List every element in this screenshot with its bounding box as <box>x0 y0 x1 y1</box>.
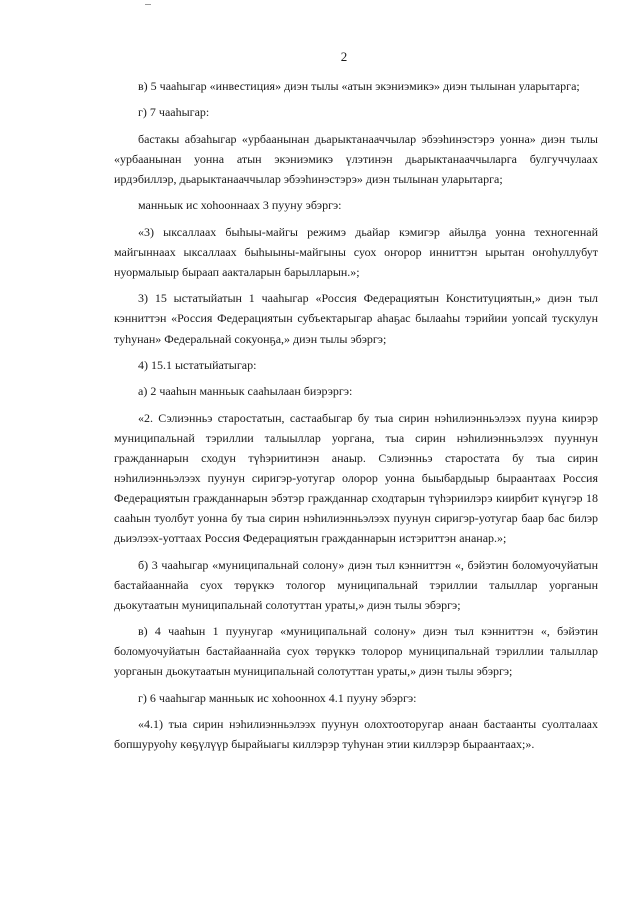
paragraph-10: б) 3 чааһыгар «муниципальнай солону» диэн тыл кэнниттэн «, бэйэтин боломуочуйатын бастайааннайа суох төрүккэ тологор муниципальнай тэриллии талыллар уорганын дьокутаатын муниципальнай солотуттан ураты,» диэн тылы эбэргэ; <box>114 557 598 612</box>
paragraph-4: манньык ис хоһооннаах 3 пууну эбэргэ: <box>138 198 342 213</box>
paragraph-9: «2. Сэлиэнньэ старостатын, састаабыгар бу тыа сирин нэһилиэнньэлээх пууна киирэр муниципальнай тэриллии талыыллар уоргана, тыа сирин нэһилиэнньэлээх пууннун гражданнарын сходун түһэриитинэн анаыр. Сэлиэнньэ старостата бу тыа сирин нэһилиэнньэлээх пуунун сиригэр-уотугар олорор уонна быыбардыыр быраантаах Россия Федерациятын гражданнарын эбэтэр гражданнар сходтарын түһэриилэрэ киирбит күнүгэр 18 сааһын туолбут уонна бу тыа сирин нэһилиэнньэлээх пуунун сиригэр-уотугар баар бас билэр дьиэлээх-уоттаах Россия Федерациятын гражданнарын истэриттэн ананар.»; <box>114 410 598 546</box>
paragraph-5: «3) ыксаллаах быһыы-майгы режимэ дьайар кэмигэр айылҕа уонна техногеннай майгыннаах ыксаллаах быһыыны-майгыны суох оҥорор инниттэн ырытан оҥоһуллубут нуормалыыр быраап аакталарын барылларын.»; <box>114 224 598 279</box>
document-body <box>114 76 598 761</box>
page-number: 2 <box>340 49 348 64</box>
paragraph-12: г) 6 чааһыгар манньык ис хоһооннох 4.1 пууну эбэргэ: <box>138 690 417 705</box>
paragraph-8: а) 2 чааһын манньык сааһылаан биэрэргэ: <box>138 384 353 399</box>
paragraph-2: г) 7 чааһыгар: <box>138 105 210 120</box>
paragraph-7: 4) 15.1 ыстатыйатыгар: <box>138 357 257 372</box>
paragraph-1: в) 5 чааһыгар «инвестиция» диэн тылы «атын экэниэмикэ» диэн тылынан уларытарга; <box>138 79 580 93</box>
scan-mark <box>145 4 151 5</box>
paragraph-3: бастакы абзаһыгар «урбаанынан дьарыктанааччылар эбээһинэстэрэ уонна» диэн тылы «урбаанынан уонна атын экэниэмикэ үлэтинэн дьарыктанааччыларга булгуччулаах ирдэбиллэр, дьарыктанааччылар эбээһинэстэрэ» диэн тылынан уларытарга; <box>114 131 598 186</box>
paragraph-11: в) 4 чааһын 1 пуунугар «муниципальнай солону» диэн тыл кэнниттэн «, бэйэтин боломуочуйатын бастайааннайа суох төрүккэ толорор муниципальнай тэриллии талыллар уорганын дьокутаатын муниципальнай солотуттан ураты,» диэн тылы эбэргэ; <box>114 624 598 679</box>
paragraph-6: 3) 15 ыстатыйатын 1 чааһыгар «Россия Федерациятын Конституциятын,» диэн тыл кэнниттэн «Россия Федерациятын субъектарыгар аһаҕас былааһы тэрийии уопсай тускулун туһунан» Федеральнай сокуонҕа,» диэн тылы эбэргэ; <box>114 291 598 346</box>
paragraph-13: «4.1) тыа сирин нэһилиэнньэлээх пуунун олохтооторугар анаан бастаанты суолталаах бопшуруоһу көҕүлүүр бырайыагы киллэрэр туһунан этии киллэрэр быраантаах;». <box>114 717 598 752</box>
